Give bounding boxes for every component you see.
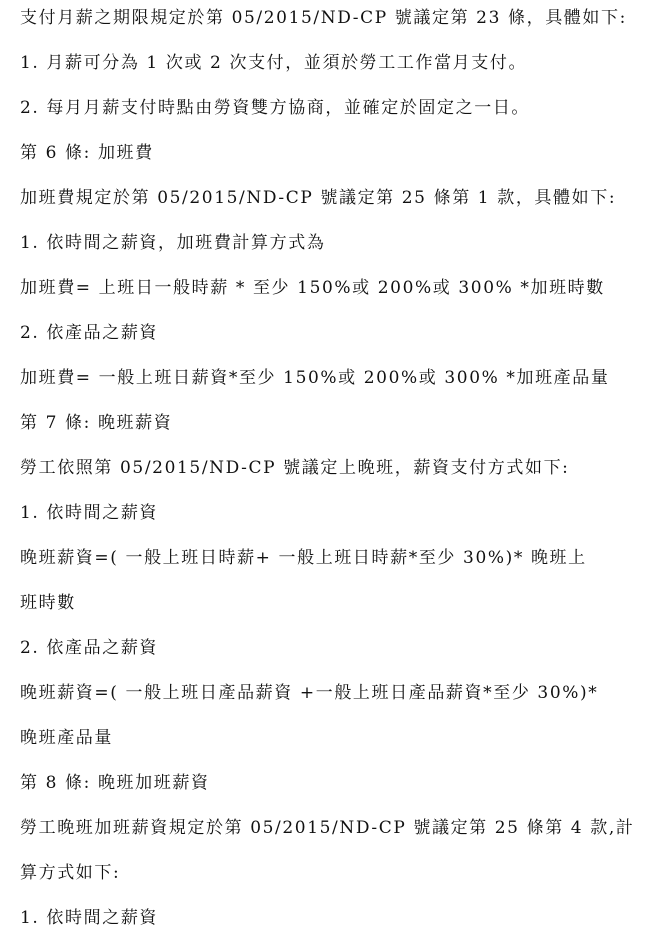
text-line-19: 勞工晚班加班薪資規定於第 05/2015/ND-CP 號議定第 25 條第 4 款,計	[20, 818, 635, 838]
text-line-2: 1. 月薪可分為 1 次或 2 次支付，並須於勞工工作當月支付。	[20, 53, 528, 73]
text-line-20: 算方式如下:	[20, 863, 121, 883]
section-heading-article-7: 第 7 條: 晚班薪資	[20, 413, 173, 433]
text-line-11: 勞工依照第 05/2015/ND-CP 號議定上晚班，薪資支付方式如下:	[20, 458, 570, 478]
formula-line-9: 加班費= 一般上班日薪資*至少 150%或 200%或 300% *加班產品量	[20, 368, 610, 388]
text-line-5: 加班費規定於第 05/2015/ND-CP 號議定第 25 條第 1 款，具體如下:	[20, 188, 617, 208]
text-line-14: 班時數	[20, 593, 76, 613]
section-heading-article-8: 第 8 條: 晚班加班薪資	[20, 773, 210, 793]
formula-line-16: 晚班薪資=( 一般上班日產品薪資 +一般上班日產品薪資*至少 30%)*	[20, 683, 599, 703]
text-line-17: 晚班產品量	[20, 728, 113, 748]
text-line-21: 1. 依時間之薪資	[20, 908, 159, 928]
text-line-1: 支付月薪之期限規定於第 05/2015/ND-CP 號議定第 23 條，具體如下:	[20, 8, 627, 28]
document-body	[20, 4, 650, 949]
text-line-6: 1. 依時間之薪資，加班費計算方式為	[20, 233, 326, 253]
text-line-8: 2. 依產品之薪資	[20, 323, 159, 343]
formula-line-13: 晚班薪資=( 一般上班日時薪+ 一般上班日時薪*至少 30%)* 晚班上	[20, 548, 587, 568]
text-line-12: 1. 依時間之薪資	[20, 503, 159, 523]
text-line-15: 2. 依產品之薪資	[20, 638, 159, 658]
formula-line-7: 加班費= 上班日一般時薪 * 至少 150%或 200%或 300% *加班時數	[20, 278, 605, 298]
section-heading-article-6: 第 6 條: 加班費	[20, 143, 154, 163]
text-line-3: 2. 每月月薪支付時點由勞資雙方協商，並確定於固定之一日。	[20, 98, 531, 118]
